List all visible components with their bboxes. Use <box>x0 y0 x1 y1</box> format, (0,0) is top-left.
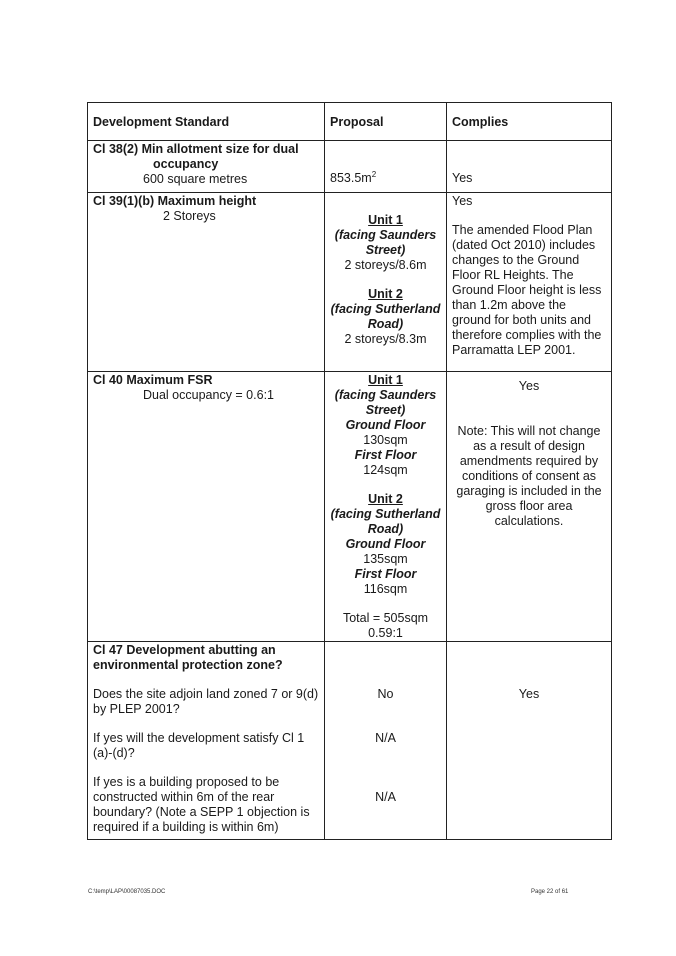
complies-value: Yes <box>518 379 540 393</box>
spacer <box>93 761 319 775</box>
complies-note: The amended Flood Plan (dated Oct 2010) includes changes to the Ground Floor RL Heights. The Ground Floor height is less than 1.2m above the ground for both units and therefore complies with the Parramatta LEP 2001. <box>452 223 602 357</box>
complies-cell <box>447 141 612 193</box>
footer-file-path: C:\temp\LAP\00087035.DOC <box>88 889 166 895</box>
standard-sub: 600 square metres <box>143 172 248 186</box>
proposal-cell <box>325 372 447 642</box>
unit1-facing: (facing Saunders Street) <box>334 388 437 417</box>
complies-value: Yes <box>518 687 540 701</box>
spacer <box>330 702 441 731</box>
header-proposal: Proposal <box>325 103 447 141</box>
fsr-total: Total = 505sqm <box>342 611 429 625</box>
spacer <box>93 717 319 731</box>
header-complies: Complies <box>447 103 612 141</box>
answer-3: N/A <box>375 790 396 804</box>
spacer <box>452 209 606 223</box>
unit1-value: 2 storeys/8.6m <box>344 258 427 272</box>
complies-cell <box>447 372 612 642</box>
proposal-cell <box>325 193 447 372</box>
unit1-ground-value: 130sqm <box>363 433 408 447</box>
standard-cell <box>88 193 325 372</box>
standard-title: Cl 39(1)(b) Maximum height <box>93 194 257 208</box>
proposal-cell <box>325 141 447 193</box>
standard-sub: 2 Storeys <box>163 209 216 223</box>
standard-cell <box>88 642 325 840</box>
unit2-ground-label: Ground Floor <box>345 537 426 551</box>
standard-cell <box>88 141 325 193</box>
standard-title-cont: occupancy <box>153 157 219 171</box>
unit2-ground-value: 135sqm <box>363 552 408 566</box>
complies-cell <box>447 193 612 372</box>
header-development-standard: Development Standard <box>88 103 325 141</box>
unit1-label: Unit 1 <box>368 213 403 227</box>
standard-title: Cl 38(2) Min allotment size for dual <box>93 142 299 156</box>
table-row <box>88 642 612 840</box>
unit2-facing: (facing Sutherland Road) <box>330 302 441 331</box>
table-row <box>88 372 612 642</box>
complies-note: Note: This will not change as a result of design amendments required by conditions of consent as garaging is included in the gross floor area calculations. <box>456 424 602 528</box>
standard-sub: Dual occupancy = 0.6:1 <box>143 388 274 402</box>
question-1: Does the site adjoin land zoned 7 or 9(d) by PLEP 2001? <box>93 687 319 716</box>
standard-title: Cl 40 Maximum FSR <box>93 373 213 387</box>
unit2-facing: (facing Sutherland Road) <box>330 507 441 536</box>
development-standards-table <box>87 102 612 840</box>
question-2: If yes will the development satisfy Cl 1 (a)-(d)? <box>93 731 305 760</box>
unit1-facing: (facing Saunders Street) <box>334 228 437 257</box>
proposal-superscript: 2 <box>371 169 377 179</box>
spacer <box>330 597 441 611</box>
unit2-value: 2 storeys/8.3m <box>344 332 427 346</box>
spacer <box>93 673 319 687</box>
complies-value: Yes <box>452 171 473 185</box>
fsr-ratio: 0.59:1 <box>368 626 403 640</box>
proposal-cell <box>325 642 447 840</box>
unit2-first-label: First Floor <box>354 567 417 581</box>
standard-cell <box>88 372 325 642</box>
spacer <box>330 746 441 790</box>
proposal-value: 853.5m <box>330 171 372 185</box>
unit2-first-value: 116sqm <box>363 582 408 596</box>
unit2-label: Unit 2 <box>368 492 403 506</box>
table-row <box>88 141 612 193</box>
spacer <box>330 478 441 492</box>
unit2-label: Unit 2 <box>368 287 403 301</box>
question-3: If yes is a building proposed to be constructed within 6m of the rear boundary? (Note a SEPP 1 objection is required if a building is within 6m) <box>93 775 310 834</box>
spacer <box>330 273 441 287</box>
standard-title: Cl 47 Development abutting an environmental protection zone? <box>93 643 283 672</box>
table-row <box>88 193 612 372</box>
unit1-first-label: First Floor <box>354 448 417 462</box>
answer-1: No <box>377 687 394 701</box>
complies-cell <box>447 642 612 840</box>
unit1-first-value: 124sqm <box>363 463 408 477</box>
answer-2: N/A <box>375 731 396 745</box>
complies-value: Yes <box>452 194 473 208</box>
unit1-ground-label: Ground Floor <box>345 418 426 432</box>
spacer <box>452 394 606 424</box>
footer-page-number: Page 22 of 61 <box>531 889 569 895</box>
unit1-label: Unit 1 <box>368 373 403 387</box>
table-header-row <box>88 103 612 141</box>
